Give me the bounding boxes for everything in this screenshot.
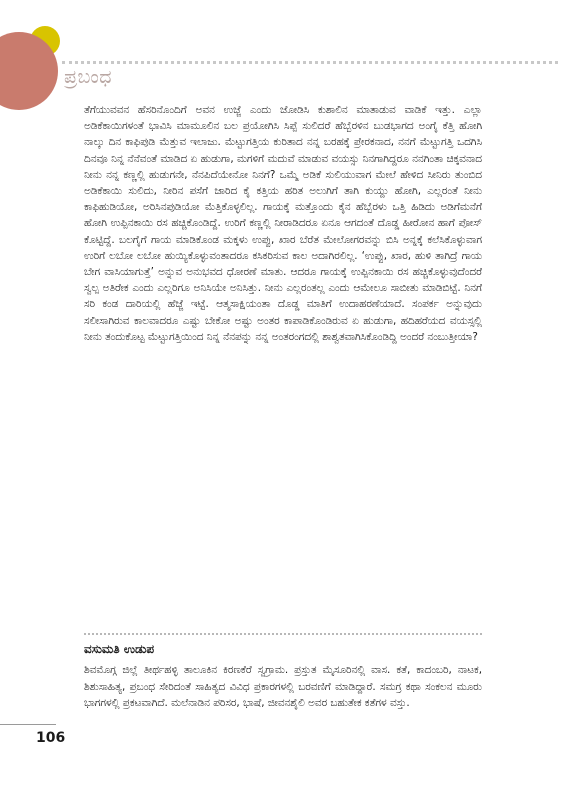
section-title: ಪ್ರಬಂಧ (64, 66, 113, 88)
author-bio: ಶಿವಮೊಗ್ಗ ಜಿಲ್ಲೆ ತೀರ್ಥಹಳ್ಳಿ ತಾಲೂಕಿನ ಕಿರಣಕೆರೆ ಸ್ವಗ್ರಾಮ. ಪ್ರಸ್ತುತ ಮೈಸೂರಿನಲ್ಲಿ ವಾಸ. ಕತೆ, ಕಾದಂಬರಿ, ನಾಟಕ, ಶಿಶುಸಾಹಿತ್ಯ, ಪ್ರಬಂಧ ಸೇರಿದಂತೆ ಸಾಹಿತ್ಯದ ವಿವಿಧ ಪ್ರಕಾರಗಳಲ್ಲಿ ಬರವಣಿಗೆ ಮಾಡಿದ್ದಾರೆ. ಸಮಗ್ರ ಕಥಾ ಸಂಕಲನ ಮೂರು ಭಾಗಗಳಲ್ಲಿ ಪ್ರಕಟವಾಗಿದೆ. ಮಲೆನಾಡಿನ ಪರಿಸರ, ಭಾಷೆ, ಜೀವನಶೈಲಿ ಅವರ ಬಹುತೇಕ ಕತೆಗಳ ವಸ್ತು. (84, 664, 482, 709)
page-number-rule (0, 724, 56, 725)
essay-body-paragraph: ತೆಗೆಯುವವನ ಹೆಸರಿನೊಂದಿಗೆ ಅವನ ಉಜ್ಜೆ ಎಂದು ಜೋಡಿಸಿ ಕುಶಾಲಿನ ಮಾತಾಡುವ ವಾಡಿಕೆ ಇತ್ತು. ಎಲ್ಲಾ ಅಡಿಕೆಕಾಯಿಗಳಂತೆ ಭಾವಿಸಿ ಮಾಮೂಲಿನ ಬಲ ಪ್ರಯೋಗಿಸಿ ಸಿಪ್ಪೆ ಸುಲಿದರೆ ಹೆಬ್ಬೆರಳಿನ ಬುಡಭಾಗದ ಅಂಗೈ ಕೆತ್ತಿ ಹೋಗಿ ನಾಲ್ಕು ದಿನ ಕಾಫಿಪುಡಿ ಮೆತ್ತುವ ಇಲಾಜು. ಮೆಟ್ಟುಗತ್ತಿಯ ಕುರಿತಾದ ನನ್ನ ಬರಹಕ್ಕೆ ಪ್ರೇರಕನಾದ, ನನಗೆ ಮೆಟ್ಟುಗತ್ತಿ ಒದಗಿಸಿ ದಿನವೂ ನಿನ್ನ ನೆನೆವಂತೆ ಮಾಡಿದ ಏ ಹುಡುಗಾ, ಮಗಳಿಗೆ ಮದುವೆ ಮಾಡುವ ವಯಸ್ಸು ನಿನಗಾಗಿದ್ದರೂ ನನಗಿಂತಾ ಚಿಕ್ಕವನಾದ ನೀನು ನನ್ನ ಕಣ್ಣಲ್ಲಿ ಹುಡುಗನೇ, ನೆನಪಿದೆಯೇನೋ ನಿನಗೆ? ಒಮ್ಮೆ ಅಡಿಕೆ ಸುಲಿಯುವಾಗ ಮೇಲೆ ಹೇಳಿದ ಸೀನಿರು ತುಂಬಿದ ಅಡಿಕೆಕಾಯಿ ಸುಲಿದು, ನೀರಿನ ಪಸೆಗೆ ಜಾರಿದ ಕೈ ಕತ್ತಿಯ ಹರಿತ ಅಲುಗಿಗೆ ತಾಗಿ ಕುಯ್ದು ಹೋಗಿ, ಎಲ್ಲರಂತೆ ನೀನು ಕಾಫಿಹುಡಿಯೋ, ಅರಿಸಿನಪುಡಿಯೋ ಮೆತ್ತಿಕೊಳ್ಳಲಿಲ್ಲ. ಗಾಯಕ್ಕೆ ಮತ್ತೊಂದು ಕೈನ ಹೆಬ್ಬೆರಳು ಒತ್ತಿ ಹಿಡಿದು ಅಡಿಗೆಮನೆಗೆ ಹೋಗಿ ಉಪ್ಪಿನಕಾಯಿ ರಸ ಹಚ್ಚಿಕೊಂಡಿದ್ದೆ. ಉರಿಗೆ ಕಣ್ಣಲ್ಲಿ ನೀರಾಡಿದರೂ ಏನೂ ಆಗದಂತೆ ದೊಡ್ಡ ಹೀರೋನ ಹಾಗೆ ಪೋಸ್ ಕೊಟ್ಟಿದ್ದೆ. ಬಲಗೈಗೆ ಗಾಯ ಮಾಡಿಕೊಂಡ ಮಕ್ಕಳು ಉಪ್ಪು, ಖಾರ ಬೆರೆತ ಮೇಲೋಗರವನ್ನು ಬಿಸಿ ಅನ್ನಕ್ಕೆ ಕಲೆಸಿಕೊಳ್ಳುವಾಗ ಉರಿಗೆ ಲಬೋ ಲಬೋ ಹುಯ್ಯಿಕೊಳ್ಳುವಂತಾದರೂ ಕಸಿಕರಿಸುವ ಕಾಲ ಅದಾಗಿರಲಿಲ್ಲ. ‘ಉಪ್ಪು, ಖಾರ, ಹುಳಿ ತಾಗಿದ್ರೆ ಗಾಯ ಬೇಗ ವಾಸಿಯಾಗುತ್ತೆ’ ಅನ್ನುವ ಅನುಭವದ ಧೋರಣೆ ಮಾತು. ಆದರೂ ಗಾಯಕ್ಕೆ ಉಪ್ಪಿನಕಾಯಿ ರಸ ಹಚ್ಚಿಕೊಳ್ಳುವುದೆಂದರೆ ಸ್ವಲ್ಪ ಅತಿರೇಕ ಎಂದು ಎಲ್ಲರಿಗೂ ಅನಿಸಿಯೇ ಅನಿಸಿತ್ತು. ನೀನು ಎಲ್ಲರಂತಲ್ಲ ಎಂದು ಆಮೇಲೂ ಸಾಬೀತು ಮಾಡಿಬಿಟ್ಟೆ. ನಿನಗೆ ಸರಿ ಕಂಡ ದಾರಿಯಲ್ಲಿ ಹೆಜ್ಜೆ ಇಟ್ಟೆ. ಆತ್ಮಸಾಕ್ಷಿಯಂತಾ ದೊಡ್ಡ ಮಾತಿಗೆ ಉದಾಹರಣೆಯಾದೆ. ಸಂಪರ್ಕ ಅನ್ನುವುದು ಸಲೀಸಾಗಿರುವ ಕಾಲವಾದರೂ ಎಷ್ಟು ಬೇಕೋ ಅಷ್ಟು ಅಂತರ ಕಾಪಾಡಿಕೊಂಡಿರುವ ಏ ಹುಡುಗಾ, ಹದಿಹರೆಯದ ವಯಸ್ಸಲ್ಲಿ ನೀನು ತಂದುಕೊಟ್ಟ ಮೆಟ್ಟುಗತ್ತಿಯಿಂದ ನಿನ್ನ ನೆನಪನ್ನು ನನ್ನ ಅಂತರಂಗದಲ್ಲಿ ಶಾಶ್ವತವಾಗಿಸಿಕೊಂಡಿದ್ದಿ ಅಂದರೆ ನಂಬುತ್ತೀಯಾ? (84, 104, 482, 343)
header-dotted-rule (62, 61, 558, 64)
author-name: ವಸುಮತಿ ಉಡುಪ (84, 642, 155, 656)
author-divider (84, 633, 482, 635)
page-number: 106 (36, 730, 66, 746)
